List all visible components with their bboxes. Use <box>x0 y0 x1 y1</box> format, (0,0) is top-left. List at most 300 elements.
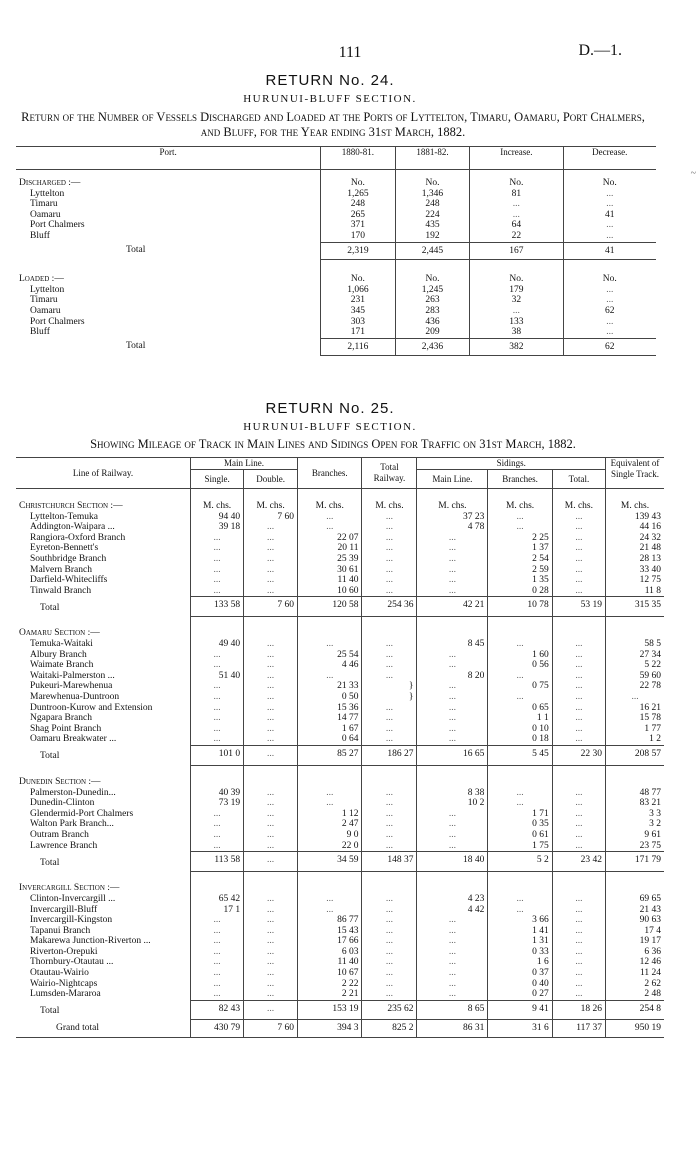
value-cell: ... <box>417 586 488 597</box>
railway-row <box>16 681 664 692</box>
section-label-row <box>16 489 664 512</box>
total-label: Total <box>40 751 60 762</box>
column-header: Port. <box>16 147 321 170</box>
group-label: Discharged :— <box>19 178 81 188</box>
table-cell <box>606 616 665 639</box>
column-header: Line of Railway. <box>16 458 191 489</box>
value-cell: 0 50 <box>298 692 362 703</box>
value-cell: ... <box>417 989 488 1000</box>
total-value: ... <box>244 852 298 872</box>
total-value: 53 19 <box>552 597 605 617</box>
section-label: Dunedin Section :— <box>19 777 101 788</box>
total-value: 42 21 <box>417 597 488 617</box>
railway-line-name: Lumsden-Mararoa <box>30 989 101 1000</box>
total-label: Total <box>40 857 60 868</box>
value-cell: 25 54 <box>298 650 362 661</box>
column-header: Total. <box>552 470 605 489</box>
value-cell: 1 60 <box>488 650 552 661</box>
value-cell: ... <box>417 734 488 745</box>
value-cell: 15 78 <box>606 713 665 724</box>
value-cell: ... <box>362 905 417 916</box>
value-cell: } <box>362 692 417 703</box>
unit-label: No. <box>395 170 470 189</box>
value-cell: ... <box>191 703 244 714</box>
grand-total-value: 7 60 <box>244 1020 298 1038</box>
total-row <box>16 852 664 872</box>
value-cell: 0 64 <box>298 734 362 745</box>
value-cell: ... <box>362 936 417 947</box>
value-cell: ... <box>417 554 488 565</box>
value-cell: 20 11 <box>298 543 362 554</box>
value-cell: ... <box>488 905 552 916</box>
value-cell: 69 65 <box>606 894 665 905</box>
value-cell: ... <box>552 989 605 1000</box>
value-cell: 2 47 <box>298 819 362 830</box>
value-cell: 12 46 <box>606 957 665 968</box>
value-cell: 17 66 <box>298 936 362 947</box>
total-value: 2,436 <box>395 338 470 356</box>
unit-label: M. chs. <box>298 489 362 512</box>
value-cell: ... <box>362 575 417 586</box>
value-cell: ... <box>552 575 605 586</box>
total-value: 85 27 <box>298 745 362 765</box>
value-cell: 12 75 <box>606 575 665 586</box>
value-cell: ... <box>191 841 244 852</box>
value-cell: 371 <box>321 220 396 231</box>
value-cell: 192 <box>395 231 470 242</box>
railway-line-name: Waimate Branch <box>30 660 94 671</box>
value-cell: 0 61 <box>488 830 552 841</box>
railway-row <box>16 713 664 724</box>
value-cell: 23 75 <box>606 841 665 852</box>
total-row <box>16 745 664 765</box>
column-header: 1880-81. <box>321 147 396 170</box>
railway-line-name: Palmerston-Dunedin... <box>30 787 116 798</box>
value-cell: ... <box>298 894 362 905</box>
value-cell: ... <box>417 830 488 841</box>
railway-row <box>16 819 664 830</box>
port-name: Timaru <box>30 199 58 210</box>
value-cell: 21 43 <box>606 905 665 916</box>
value-cell: ... <box>362 968 417 979</box>
value-cell: 58 5 <box>606 639 665 650</box>
value-cell: ... <box>191 936 244 947</box>
value-cell: ... <box>563 285 656 296</box>
value-cell: ... <box>552 703 605 714</box>
value-cell: 224 <box>395 210 470 221</box>
unit-label: No. <box>321 260 396 285</box>
value-cell: ... <box>244 809 298 820</box>
unit-label: M. chs. <box>552 489 605 512</box>
value-cell: 64 <box>470 220 563 231</box>
table-cell <box>191 765 244 788</box>
value-cell: ... <box>191 575 244 586</box>
railway-row <box>16 905 664 916</box>
total-value: 16 65 <box>417 745 488 765</box>
value-cell: ... <box>244 639 298 650</box>
railway-row <box>16 533 664 544</box>
total-value: 41 <box>563 242 656 260</box>
value-cell: ... <box>191 650 244 661</box>
value-cell: ... <box>606 692 665 703</box>
value-cell: ... <box>552 660 605 671</box>
value-cell: ... <box>362 788 417 799</box>
grand-total-value: 117 37 <box>552 1020 605 1038</box>
value-cell: 7 60 <box>244 512 298 523</box>
railway-line-name: Addington-Waipara ... <box>30 522 115 533</box>
value-cell: ... <box>552 713 605 724</box>
value-cell: ... <box>362 703 417 714</box>
value-cell: 73 19 <box>191 798 244 809</box>
value-cell: ... <box>552 947 605 958</box>
railway-line-name: Invercargill-Bluff <box>30 904 98 915</box>
value-cell: ... <box>417 713 488 724</box>
value-cell: ... <box>244 926 298 937</box>
table-cell <box>552 765 605 788</box>
table-cell <box>417 616 488 639</box>
port-name: Timaru <box>30 295 58 306</box>
grand-total-row <box>16 1020 664 1038</box>
value-cell: ... <box>563 231 656 242</box>
value-cell: ... <box>362 586 417 597</box>
value-cell: ... <box>191 681 244 692</box>
document-reference: D.—1. <box>578 42 622 59</box>
value-cell: 209 <box>395 327 470 338</box>
value-cell: 41 <box>563 210 656 221</box>
table-cell <box>191 871 244 894</box>
value-cell: ... <box>552 639 605 650</box>
value-cell: ... <box>244 660 298 671</box>
total-value: 186 27 <box>362 745 417 765</box>
total-value: 2,116 <box>321 338 396 356</box>
value-cell: 0 37 <box>488 968 552 979</box>
value-cell: ... <box>552 809 605 820</box>
port-row <box>16 210 656 221</box>
value-cell: ... <box>362 533 417 544</box>
value-cell: ... <box>488 671 552 682</box>
section-label: Christchurch Section :— <box>19 501 123 511</box>
value-cell: 22 78 <box>606 681 665 692</box>
railway-line-name: Walton Park Branch... <box>30 819 114 830</box>
return-24-title: RETURN No. 24. <box>265 72 395 89</box>
total-value: ... <box>244 1000 298 1020</box>
table-cell <box>552 616 605 639</box>
value-cell: ... <box>362 650 417 661</box>
return-25-section: HURUNUI-BLUFF SECTION. <box>243 421 417 433</box>
railway-line-name: Eyreton-Bennett's <box>30 543 99 554</box>
value-cell: ... <box>563 317 656 328</box>
value-cell: ... <box>417 809 488 820</box>
value-cell: 40 39 <box>191 788 244 799</box>
value-cell: ... <box>488 788 552 799</box>
header-row <box>16 147 656 170</box>
column-header: Sidings. <box>417 458 606 470</box>
total-value: 2,445 <box>395 242 470 260</box>
value-cell: ... <box>362 543 417 554</box>
table-cell <box>606 871 665 894</box>
total-value: 62 <box>563 338 656 356</box>
total-value: 9 41 <box>488 1000 552 1020</box>
value-cell: 86 77 <box>298 915 362 926</box>
value-cell: ... <box>417 565 488 576</box>
value-cell: ... <box>191 660 244 671</box>
railway-line-name: Oamaru Breakwater ... <box>30 734 117 745</box>
value-cell: ... <box>417 692 488 703</box>
value-cell: 9 0 <box>298 830 362 841</box>
value-cell: 51 40 <box>191 671 244 682</box>
unit-label: M. chs. <box>362 489 417 512</box>
unit-label: No. <box>563 260 656 285</box>
value-cell: ... <box>362 660 417 671</box>
value-cell: 2 48 <box>606 989 665 1000</box>
value-cell: 283 <box>395 306 470 317</box>
value-cell: ... <box>298 905 362 916</box>
section-label-row <box>16 616 664 639</box>
railway-row <box>16 575 664 586</box>
railway-row <box>16 989 664 1000</box>
unit-label: M. chs. <box>606 489 665 512</box>
table-cell <box>362 871 417 894</box>
railway-line-name: Riverton-Orepuki <box>30 946 98 957</box>
value-cell: ... <box>244 947 298 958</box>
total-value: 148 37 <box>362 852 417 872</box>
port-name: Oamaru <box>30 305 61 316</box>
value-cell: ... <box>552 554 605 565</box>
column-header: Branches. <box>488 470 552 489</box>
value-cell: 11 40 <box>298 575 362 586</box>
column-header: Total Railway. <box>362 458 417 489</box>
value-cell: 6 36 <box>606 947 665 958</box>
value-cell: ... <box>563 199 656 210</box>
railway-line-name: Glendermid-Port Chalmers <box>30 808 134 819</box>
total-label: Total <box>40 602 60 613</box>
value-cell: 1 35 <box>488 575 552 586</box>
value-cell: ... <box>563 295 656 306</box>
value-cell: 10 67 <box>298 968 362 979</box>
value-cell: ... <box>552 565 605 576</box>
value-cell: ... <box>244 554 298 565</box>
value-cell: ... <box>244 713 298 724</box>
value-cell: ... <box>362 915 417 926</box>
port-name: Bluff <box>30 327 50 338</box>
value-cell: ... <box>488 692 552 703</box>
value-cell: ... <box>417 915 488 926</box>
value-cell: ... <box>417 957 488 968</box>
total-value: 23 42 <box>552 852 605 872</box>
value-cell: ... <box>362 947 417 958</box>
value-cell: 0 10 <box>488 724 552 735</box>
value-cell: 1 12 <box>298 809 362 820</box>
total-value: 18 40 <box>417 852 488 872</box>
value-cell: ... <box>362 926 417 937</box>
port-row <box>16 306 656 317</box>
total-value: 7 60 <box>244 597 298 617</box>
railway-line-name: Invercargill-Kingston <box>30 915 113 926</box>
railway-row <box>16 734 664 745</box>
railway-line-name: Makarewa Junction-Riverton ... <box>30 936 151 947</box>
total-row <box>16 597 664 617</box>
value-cell: ... <box>563 327 656 338</box>
railway-row <box>16 926 664 937</box>
value-cell: ... <box>417 819 488 830</box>
value-cell: ... <box>417 968 488 979</box>
value-cell: 4 42 <box>417 905 488 916</box>
value-cell: ... <box>362 819 417 830</box>
value-cell: 6 03 <box>298 947 362 958</box>
value-cell: 44 16 <box>606 522 665 533</box>
railway-line-name: Pukeuri-Marewhenua <box>30 681 113 692</box>
value-cell: 0 65 <box>488 703 552 714</box>
value-cell: ... <box>552 798 605 809</box>
value-cell: 16 21 <box>606 703 665 714</box>
total-value: 10 78 <box>488 597 552 617</box>
value-cell: ... <box>191 724 244 735</box>
railway-row <box>16 692 664 703</box>
value-cell: 19 17 <box>606 936 665 947</box>
value-cell: ... <box>244 936 298 947</box>
value-cell: 3 66 <box>488 915 552 926</box>
value-cell: ... <box>552 734 605 745</box>
value-cell: ... <box>488 894 552 905</box>
value-cell: 65 42 <box>191 894 244 905</box>
railway-row <box>16 660 664 671</box>
value-cell: ... <box>298 788 362 799</box>
value-cell: ... <box>417 979 488 990</box>
total-label: Total <box>126 245 146 256</box>
value-cell: ... <box>362 565 417 576</box>
group-label: Loaded :— <box>19 273 64 284</box>
port-name: Port Chalmers <box>30 316 85 327</box>
value-cell: ... <box>362 979 417 990</box>
railway-line-name: Temuka-Waitaki <box>30 639 93 650</box>
value-cell: ... <box>191 989 244 1000</box>
total-value: ... <box>244 745 298 765</box>
value-cell: 1,346 <box>395 189 470 200</box>
railway-line-name: Marewhenua-Duntroon <box>30 692 120 702</box>
railway-line-name: Duntroon-Kurow and Extension <box>30 702 153 713</box>
railway-row <box>16 554 664 565</box>
table-cell <box>298 765 362 788</box>
railway-row <box>16 809 664 820</box>
value-cell: ... <box>563 189 656 200</box>
total-label: Total <box>126 341 146 352</box>
railway-line-name: Albury Branch <box>30 649 87 660</box>
railway-row <box>16 947 664 958</box>
value-cell: ... <box>362 894 417 905</box>
value-cell: ... <box>191 692 244 703</box>
value-cell: 0 75 <box>488 681 552 692</box>
railway-row <box>16 565 664 576</box>
value-cell: 15 36 <box>298 703 362 714</box>
value-cell: 4 23 <box>417 894 488 905</box>
railway-line-name: Dunedin-Clinton <box>30 798 95 809</box>
table-cell <box>362 616 417 639</box>
total-row <box>16 1000 664 1020</box>
table-cell <box>606 765 665 788</box>
value-cell: 11 24 <box>606 968 665 979</box>
value-cell: ... <box>244 968 298 979</box>
railway-row <box>16 798 664 809</box>
value-cell: 133 <box>470 317 563 328</box>
value-cell: 0 33 <box>488 947 552 958</box>
value-cell: ... <box>552 957 605 968</box>
column-header: Double. <box>244 470 298 489</box>
value-cell: 37 23 <box>417 512 488 523</box>
value-cell: ... <box>244 989 298 1000</box>
value-cell: ... <box>244 703 298 714</box>
railway-line-name: Malvern Branch <box>30 564 92 575</box>
total-value: 8 65 <box>417 1000 488 1020</box>
value-cell: 4 46 <box>298 660 362 671</box>
total-value: 2,319 <box>321 242 396 260</box>
total-value: 153 19 <box>298 1000 362 1020</box>
value-cell: ... <box>362 989 417 1000</box>
value-cell: ... <box>244 979 298 990</box>
table-cell <box>417 871 488 894</box>
value-cell: 5 22 <box>606 660 665 671</box>
value-cell: ... <box>552 543 605 554</box>
value-cell: 1 2 <box>606 734 665 745</box>
section-label-row <box>16 765 664 788</box>
total-value: 167 <box>470 242 563 260</box>
value-cell: ... <box>552 894 605 905</box>
value-cell: ... <box>417 947 488 958</box>
value-cell: ... <box>244 543 298 554</box>
value-cell: 48 77 <box>606 788 665 799</box>
value-cell: ... <box>488 522 552 533</box>
value-cell: 3 3 <box>606 809 665 820</box>
value-cell: ... <box>552 968 605 979</box>
unit-label: No. <box>395 260 470 285</box>
value-cell: ... <box>244 724 298 735</box>
value-cell: ... <box>191 957 244 968</box>
value-cell: 0 35 <box>488 819 552 830</box>
value-cell: ... <box>552 926 605 937</box>
value-cell: ... <box>244 565 298 576</box>
railway-row <box>16 915 664 926</box>
value-cell: ... <box>244 575 298 586</box>
value-cell: 32 <box>470 295 563 306</box>
railway-row <box>16 841 664 852</box>
value-cell: ... <box>552 586 605 597</box>
value-cell: ... <box>244 586 298 597</box>
value-cell: 303 <box>321 317 396 328</box>
total-value: 34 59 <box>298 852 362 872</box>
value-cell: ... <box>552 533 605 544</box>
value-cell: ... <box>552 522 605 533</box>
value-cell: ... <box>470 199 563 210</box>
value-cell: 8 20 <box>417 671 488 682</box>
value-cell: 171 <box>321 327 396 338</box>
section-label-row <box>16 871 664 894</box>
value-cell: ... <box>244 894 298 905</box>
railway-line-name: Lawrence Branch <box>30 840 98 851</box>
value-cell: 11 40 <box>298 957 362 968</box>
grand-total-value: 950 19 <box>606 1020 665 1038</box>
total-value: 315 35 <box>606 597 665 617</box>
value-cell: ... <box>191 968 244 979</box>
value-cell: 15 43 <box>298 926 362 937</box>
value-cell: ... <box>552 692 605 703</box>
railway-line-name: Lyttelton-Temuka <box>30 511 98 522</box>
value-cell: ... <box>362 671 417 682</box>
section-label: Invercargill Section :— <box>19 883 120 894</box>
value-cell: 22 <box>470 231 563 242</box>
value-cell: ... <box>417 650 488 661</box>
value-cell: ... <box>298 639 362 650</box>
return-25-table <box>16 457 664 1038</box>
table-cell <box>298 871 362 894</box>
